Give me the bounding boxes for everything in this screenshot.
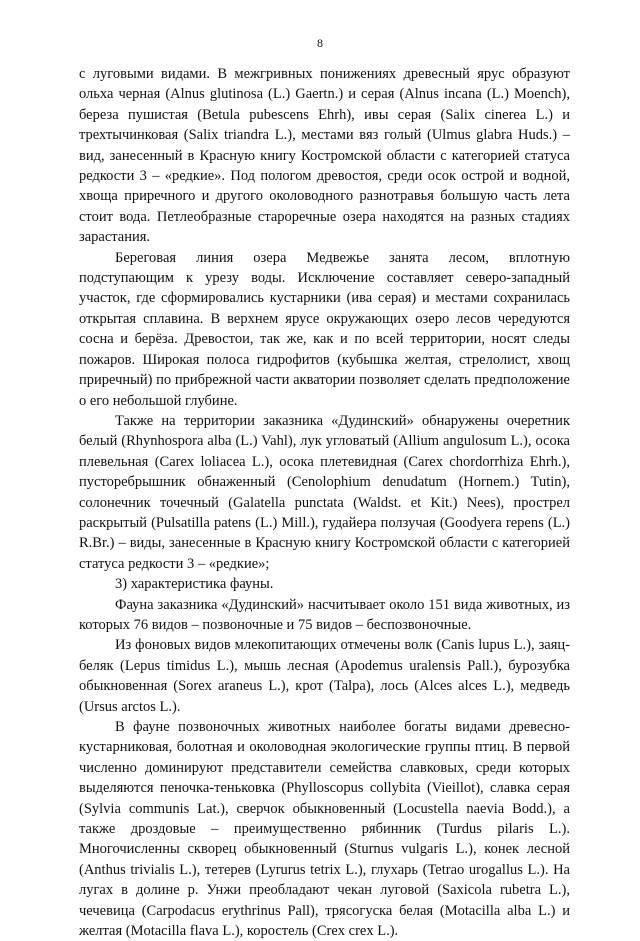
paragraph-lake-medvezhye: Береговая линия озера Медвежье занята лесом, вплотную подступающим к урезу воды. Исключение составляет северо-западный участок, где сформировались кустарники (ива серая) и местами сохранилась открытая сплавина. В верхнем ярусе окружающих озеро лесов чередуются сосна и берёза. Древостои, так же, как и по всей территории, носят следы пожаров. Широкая полоса гидрофитов (кубышка желтая, стрелолист, хвощ приречный) по прибрежной части акватории позволяет сделать предположение о его небольшой глубине.	[79, 249, 570, 409]
document-body	[79, 64, 570, 941]
paragraph-fauna-count: Фауна заказника «Дудинский» насчитывает около 151 вида животных, из которых 76 видов – позвоночные и 75 видов – беспозвоночные.	[79, 596, 570, 633]
paragraph-meadow-woodland: с луговыми видами. В межгривных понижениях древесный ярус образуют ольха черная (Alnus glutinosa (L.) Gaertn.) и серая (Alnus incana (L.) Moench), береза пушистая (Betula pubescens Ehrh), ивы серая (Salix cinerea L.) и трехтычинковая (Salix triandra L.), местами вяз голый (Ulmus glabra Huds.) – вид, занесенный в Красную книгу Костромской области с категорией статуса редкости 3 – «редкие». Под пологом древостоя, среди осок острой и водной, хвоща приречного и другого околоводного разнотравья большую часть лета стоит вода. Петлеобразные староречные озера находятся на разных стадиях зарастания.	[79, 66, 570, 246]
page-number: 8	[317, 36, 323, 50]
paragraph-rare-plants: Также на территории заказника «Дудинский» обнаружены очеретник белый (Rhynhospora alba (L.) Vahl), лук угловатый (Allium angulosum L.), осока плевельная (Carex loliacea L.), осока плетевидная (Carex chordorrhiza Ehrh.), пусторебрышник обнаженный (Cenolophium denudatum (Hornem.) Tutin), солонечник точечный (Galatella punctata (Waldst. et Kit.) Nees), прострел раскрытый (Pulsatilla patens (L.) Mill.), гудайера ползучая (Goodyera repens (L.) R.Br.) – виды, занесенные в Красную книгу Костромской области с категорией статуса редкости 3 – «редкие»;	[79, 412, 570, 572]
section-heading-fauna: 3) характеристика фауны.	[115, 576, 274, 593]
paragraph-birds: В фауне позвоночных животных наиболее богаты видами древесно-кустарниковая, болотная и околоводная экологические группы птиц. В первой численно доминируют представители семейства славковых, среди которых выделяются пеночка-теньковка (Phylloscopus collybita (Vieillot), славка серая (Sylvia communis Lat.), сверчок обыкновенный (Locustella naevia Bodd.), а также дроздовые – преимущественно рябинник (Turdus pilaris L.). Многочисленны скворец обыкновенный (Sturnus vulgaris L.), конек лесной (Anthus trivialis L.), тетерев (Lyrurus tetrix L.), глухарь (Tetrao urogallus L.). На лугах в долине р. Унжи преобладают чекан луговой (Saxicola rubetra L.), чечевица (Carpodacus erythrinus Pall), трясогуска белая (Motacilla alba L.) и желтая (Motacilla flava L.), коростель (Crex crex L.).	[79, 719, 570, 940]
paragraph-mammals: Из фоновых видов млекопитающих отмечены волк (Canis lupus L.), заяц-беляк (Lepus timidus L.), мышь лесная (Apodemus uralensis Pall.), бурозубка обыкновенная (Sorex araneus L.), крот (Talpa), лось (Alces alces L.), медведь (Ursus arctos L.).	[79, 637, 570, 715]
